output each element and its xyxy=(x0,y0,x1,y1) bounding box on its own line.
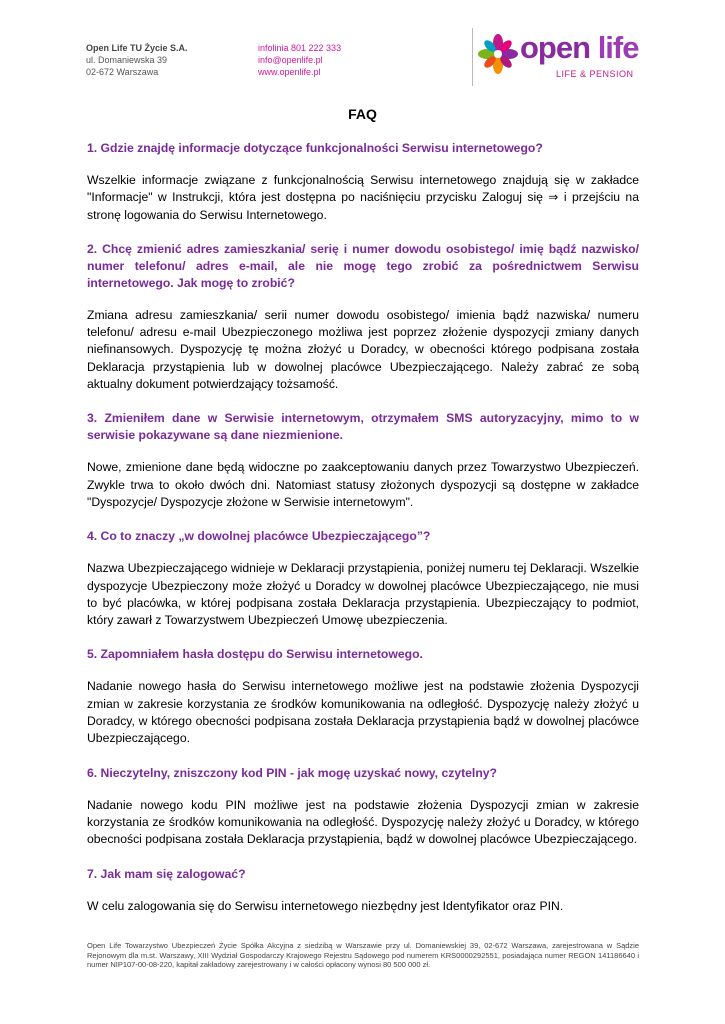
email-link[interactable]: info@openlife.pl xyxy=(258,55,323,65)
faq-answer-1: Wszelkie informacje związane z funkcjonalnością Serwisu internetowego znajdują się w zakładce "Informacje" w Instrukcji, która jest dostępna po naciśnięciu przycisku Zaloguj się ⇒ i przejściu na stronę logowania do Serwisu Internetowego. xyxy=(87,173,639,222)
phone-line: infolinia 801 222 333 xyxy=(258,43,342,53)
open-life-logo xyxy=(472,28,648,86)
faq-question-6: 6. Nieczytelny, zniszczony kod PIN - jak mogę uzyskać nowy, czytelny? xyxy=(87,765,497,780)
faq-question-7: 7. Jak mam się zalogować? xyxy=(87,866,246,881)
faq-question-2: 2. Chcę zmienić adres zamieszkania/ serię i numer dowodu osobistego/ imię bądź nazwisko/ numer telefonu/ adres e-mail, ale nie mogę tego zrobić za pośrednictwem Serwisu internetowego. Jak mogę to zrobić? xyxy=(87,241,639,290)
logo-wordmark xyxy=(520,30,638,66)
faq-answer-4: Nazwa Ubezpieczającego widnieje w Deklaracji przystąpienia, poniżej numeru tej Deklaracji. Wszelkie dyspozycje Ubezpieczony może złożyć u Doradcy w dowolnej placówce Ubezpieczającego, nie musi to być placówka, w której podpisana została Deklaracja przystąpienia. Ubezpieczający to podmiot, który zawarł z Towarzystwem Ubezpieczeń Umowę ubezpieczenia. xyxy=(87,561,639,628)
logo-divider xyxy=(472,28,477,86)
contact-info xyxy=(258,42,341,78)
faq-answer-2: Zmiana adresu zamieszkania/ serii numer dowodu osobistego/ imienia bądź nazwiska/ numeru telefonu/ adresu e-mail Ubezpieczonego możliwa jest poprzez złożenie dyspozycji zmiany danych niefinansowych. Dyspozycję tę można złożyć u Doradcy, w obecności którego podpisana została Deklaracja przystąpienia lub w dowolnej placówce Ubezpieczającego. Należy zabrać ze sobą aktualny dokument potwierdzający tożsamość. xyxy=(87,307,639,392)
faq-list xyxy=(87,140,639,915)
faq-question-4: 4. Co to znaczy „w dowolnej placówce Ubezpieczającego”? xyxy=(87,529,431,544)
legal-footer: Open Life Towarzystwo Ubezpieczeń Życie Spółka Akcyjna z siedzibą w Warszawie przy ul. Domaniewskiej 39, 02-672 Warszawa, zarejestrowana w Sądzie Rejonowym dla m.st. Warszawy, XIII Wydział Gospodarczy Krajowego Rejestru Sądowego pod numerem KRS0000292551, posiadająca numer REGON 141186640 i numer NIP107-00-08-220, kapitał zakładowy zarejestrowany i w całości opłacony wynosi 80 500 000 zł. xyxy=(87,941,639,970)
faq-answer-5: Nadanie nowego hasła do Serwisu internetowego możliwe jest na podstawie złożenia Dyspozycji zmian w zakresie korzystania ze środków komunikowania na odległość. Dyspozycję należy złożyć u Doradcy, w którego obecności podpisana została Deklaracja przystąpienia bądź w dowolnej placówce Ubezpieczającego. xyxy=(87,679,639,746)
logo-word-life: life xyxy=(597,30,639,65)
logo-word-open: open xyxy=(520,30,591,65)
faq-question-3: 3. Zmieniłem dane w Serwisie internetowym, otrzymałem SMS autoryzacyjny, mimo to w serwisie pokazywane są dane niezmienione. xyxy=(87,411,639,443)
company-city: 02-672 Warszawa xyxy=(86,67,159,77)
faq-answer-6: Nadanie nowego kodu PIN możliwe jest na podstawie złożenia Dyspozycji zmian w zakresie korzystania ze środków komunikowania na odległość. Dyspozycję należy złożyć u Doradcy, w którego obecności podpisana została Deklaracja przystąpienia, bądź w dowolnej placówce Ubezpieczającego. xyxy=(87,797,639,847)
website-link[interactable]: www.openlife.pl xyxy=(258,67,321,77)
faq-question-1: 1. Gdzie znajdę informacje dotyczące funkcjonalności Serwisu internetowego? xyxy=(87,141,543,155)
company-street: ul. Domaniewska 39 xyxy=(86,55,168,65)
company-name: Open Life TU Życie S.A. xyxy=(86,43,188,53)
page-title: FAQ xyxy=(348,106,377,122)
faq-question-5: 5. Zapomniałem hasła dostępu do Serwisu internetowego. xyxy=(87,647,423,662)
logo-tagline: LIFE & PENSION xyxy=(556,69,634,79)
faq-answer-3: Nowe, zmienione dane będą widoczne po zaakceptowaniu danych przez Towarzystwo Ubezpieczeń. Zwykle trwa to około dwóch dni. Natomiast statusy złożonych dyspozycji są dostępne w zakładce "Dyspozycje/ Dyspozycje złożone w Serwisie internetowym". xyxy=(87,460,639,509)
company-address xyxy=(86,42,188,78)
flower-icon xyxy=(478,34,518,74)
faq-answer-7: W celu zalogowania się do Serwisu internetowego niezbędny jest Identyfikator oraz PIN. xyxy=(87,898,564,913)
